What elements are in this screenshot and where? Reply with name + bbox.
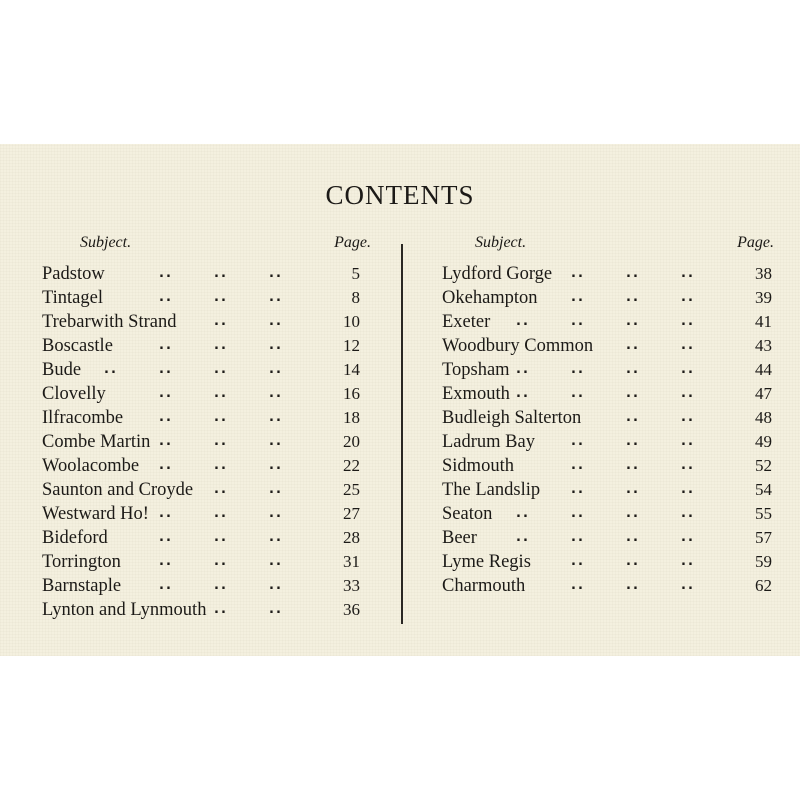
entry-subject: Saunton and Croyde	[42, 480, 194, 500]
contents-entry	[442, 574, 772, 598]
entry-subject: Ladrum Bay	[442, 432, 535, 452]
dot-leader: .. ..	[214, 482, 283, 497]
entry-subject: Budleigh Salterton	[442, 408, 582, 428]
entry-subject: Torrington	[42, 552, 121, 572]
entry-page-number: 38	[755, 264, 772, 283]
entry-subject: Beer	[442, 528, 477, 548]
dot-leader: .. .. ..	[159, 338, 283, 353]
entry-subject: The Landslip	[442, 480, 541, 500]
column-header-left	[42, 234, 371, 262]
contents-list-left	[42, 262, 360, 622]
entry-subject: Lyme Regis	[442, 552, 531, 572]
contents-entry	[42, 310, 360, 334]
entry-subject: Topsham	[442, 360, 510, 380]
contents-column-left	[42, 234, 371, 622]
entry-page-number: 52	[755, 456, 772, 475]
dot-leader: .. .. ..	[571, 482, 695, 497]
entry-page-number: 28	[343, 528, 360, 547]
entry-subject: Boscastle	[42, 336, 113, 356]
entry-subject: Westward Ho!	[42, 504, 149, 524]
contents-entry	[42, 550, 360, 574]
contents-entry	[442, 262, 772, 286]
subject-heading: Subject.	[80, 234, 132, 251]
contents-entry	[42, 478, 360, 502]
dot-leader: .. .. .. ..	[516, 530, 695, 545]
contents-entry	[42, 286, 360, 310]
entry-page-number: 12	[343, 336, 360, 355]
contents-entry	[442, 502, 772, 526]
dot-leader: .. .. .. ..	[516, 314, 695, 329]
entry-subject: Woolacombe	[42, 456, 140, 476]
column-divider	[401, 244, 403, 624]
entry-subject: Ilfracombe	[42, 408, 124, 428]
entry-page-number: 18	[343, 408, 360, 427]
contents-entry	[442, 382, 772, 406]
contents-entry	[42, 262, 360, 286]
entry-subject: Okehampton	[442, 288, 538, 308]
entry-subject: Exeter	[442, 312, 491, 332]
dot-leader: .. .. ..	[159, 290, 283, 305]
entry-subject: Exmouth	[442, 384, 510, 404]
contents-entry	[42, 598, 360, 622]
entry-subject: Trebarwith Strand	[42, 312, 177, 332]
dot-leader: .. .. ..	[571, 290, 695, 305]
entry-subject: Lydford Gorge	[442, 264, 553, 284]
contents-entry	[42, 430, 360, 454]
entry-page-number: 5	[351, 264, 360, 283]
dot-leader: .. .. .. ..	[516, 362, 695, 377]
dot-leader: .. .. ..	[159, 506, 283, 521]
dot-leader: .. .. ..	[159, 434, 283, 449]
dot-leader: .. .. ..	[159, 578, 283, 593]
entry-page-number: 20	[343, 432, 360, 451]
entry-subject: Charmouth	[442, 576, 526, 596]
entry-subject: Combe Martin	[42, 432, 151, 452]
entry-page-number: 41	[755, 312, 772, 331]
dot-leader: .. .. ..	[159, 554, 283, 569]
contents-entry	[442, 406, 772, 430]
dot-leader: .. .. ..	[571, 434, 695, 449]
dot-leader: .. ..	[626, 410, 695, 425]
dot-leader: .. .. .. ..	[104, 362, 283, 377]
contents-entry	[42, 526, 360, 550]
page-heading: Page.	[737, 234, 774, 251]
contents-entry	[442, 286, 772, 310]
dot-leader: .. .. .. ..	[516, 506, 695, 521]
entry-page-number: 27	[343, 504, 360, 523]
dot-leader: .. ..	[626, 338, 695, 353]
entry-page-number: 62	[755, 576, 772, 595]
contents-entry	[42, 574, 360, 598]
subject-heading: Subject.	[475, 234, 527, 251]
dot-leader: .. ..	[214, 602, 283, 617]
page-title: CONTENTS	[325, 180, 475, 210]
contents-page	[0, 144, 800, 656]
contents-entry	[42, 454, 360, 478]
entry-subject: Padstow	[42, 264, 105, 284]
dot-leader: .. .. ..	[571, 266, 695, 281]
entry-page-number: 14	[343, 360, 360, 379]
entry-page-number: 47	[755, 384, 772, 403]
contents-entry	[42, 334, 360, 358]
entry-subject: Seaton	[442, 504, 493, 524]
contents-entry	[442, 310, 772, 334]
contents-entry	[442, 550, 772, 574]
contents-entry	[442, 478, 772, 502]
contents-entry	[442, 454, 772, 478]
entry-subject: Woodbury Common	[442, 336, 594, 356]
entry-subject: Tintagel	[42, 288, 103, 308]
entry-page-number: 16	[343, 384, 360, 403]
dot-leader: .. .. ..	[571, 578, 695, 593]
entry-page-number: 43	[755, 336, 772, 355]
page-heading: Page.	[334, 234, 371, 251]
entry-page-number: 8	[351, 288, 360, 307]
entry-page-number: 25	[343, 480, 360, 499]
entry-page-number: 59	[755, 552, 772, 571]
entry-subject: Bideford	[42, 528, 108, 548]
dot-leader: .. .. ..	[159, 266, 283, 281]
entry-page-number: 36	[343, 600, 360, 619]
entry-subject: Lynton and Lynmouth	[42, 600, 207, 620]
entry-page-number: 39	[755, 288, 772, 307]
entry-page-number: 22	[343, 456, 360, 475]
entry-page-number: 55	[755, 504, 772, 523]
entry-page-number: 10	[343, 312, 360, 331]
dot-leader: .. .. ..	[159, 386, 283, 401]
contents-list-right	[442, 262, 772, 598]
entry-subject: Barnstaple	[42, 576, 122, 596]
contents-entry	[42, 406, 360, 430]
contents-entry	[442, 334, 772, 358]
contents-entry	[442, 526, 772, 550]
entry-page-number: 49	[755, 432, 772, 451]
entry-page-number: 57	[755, 528, 772, 547]
contents-entry	[442, 358, 772, 382]
entry-page-number: 48	[755, 408, 772, 427]
dot-leader: .. .. ..	[159, 530, 283, 545]
contents-column-right	[442, 234, 772, 598]
dot-leader: .. .. ..	[159, 410, 283, 425]
entry-subject: Bude	[42, 360, 82, 380]
entry-subject: Sidmouth	[442, 456, 514, 476]
contents-entry	[42, 382, 360, 406]
entry-page-number: 44	[755, 360, 772, 379]
dot-leader: .. .. ..	[571, 458, 695, 473]
contents-entry	[42, 358, 360, 382]
dot-leader: .. .. ..	[571, 554, 695, 569]
entry-page-number: 54	[755, 480, 772, 499]
entry-page-number: 31	[343, 552, 360, 571]
dot-leader: .. .. .. ..	[516, 386, 695, 401]
contents-entry	[42, 502, 360, 526]
entry-page-number: 33	[343, 576, 360, 595]
entry-subject: Clovelly	[42, 384, 106, 404]
dot-leader: .. ..	[214, 314, 283, 329]
contents-entry	[442, 430, 772, 454]
column-header-right	[442, 234, 772, 262]
dot-leader: .. .. ..	[159, 458, 283, 473]
